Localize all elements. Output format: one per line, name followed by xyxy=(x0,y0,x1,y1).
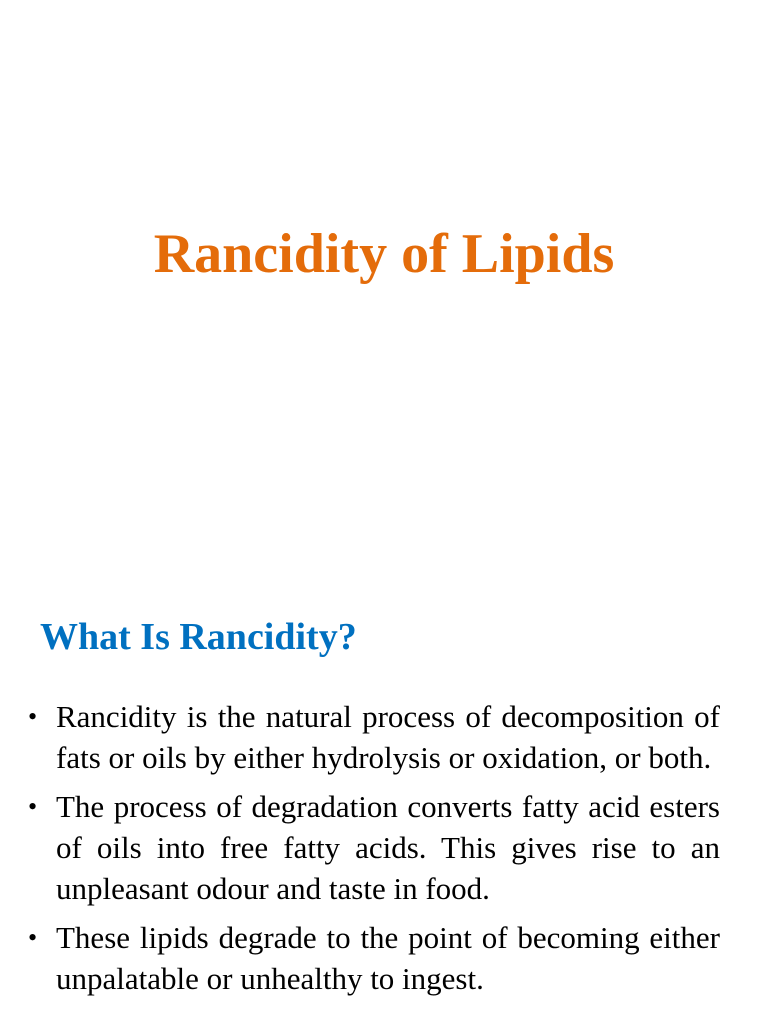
bullet-text: The process of degradation converts fatty acid esters of oils into free fatty acids. This gives rise to an unpleasant odour and taste in food. xyxy=(56,789,720,906)
slide-heading: What Is Rancidity? xyxy=(40,616,357,658)
bullet-marker: • xyxy=(28,702,38,731)
bullet-marker: • xyxy=(28,923,38,952)
bullet-item xyxy=(28,786,720,909)
bullet-list xyxy=(28,696,720,1007)
bullet-item xyxy=(28,917,720,999)
bullet-item xyxy=(28,696,720,778)
content-slide xyxy=(0,576,768,1024)
bullet-text: Rancidity is the natural process of decomposition of fats or oils by either hydrolysis or oxidation, or both. xyxy=(56,699,720,775)
bullet-text: These lipids degrade to the point of becoming either unpalatable or unhealthy to ingest. xyxy=(56,920,720,996)
bullet-marker: • xyxy=(28,792,38,821)
slide-title: Rancidity of Lipids xyxy=(153,223,615,285)
